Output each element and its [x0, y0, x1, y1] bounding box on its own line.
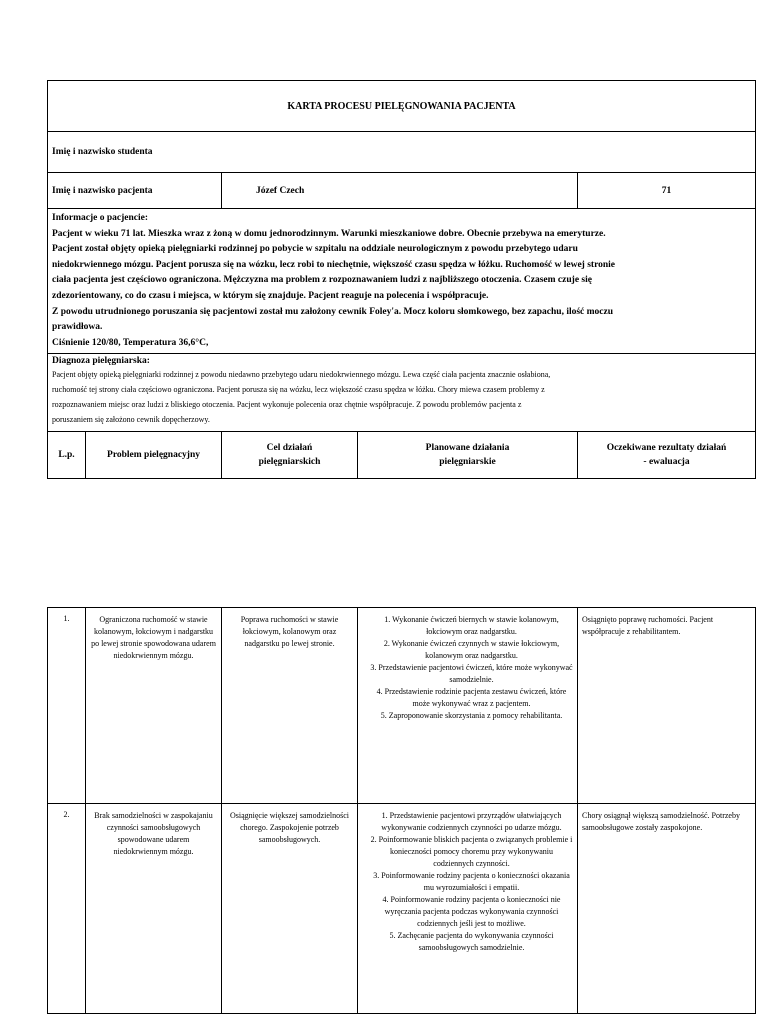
diagnosis-line: ruchomość tej strony ciała częściowo ograniczona. Pacjent porusza się na wózku, lecz większość czasu spędza w łóżku. Chory miewa czasem problemy z [52, 385, 545, 395]
diagnosis-line: poruszaniem się założono cewnik dopęcherzowy. [52, 415, 210, 425]
nursing-card-header-table [47, 80, 756, 479]
row-number: 1. [48, 608, 86, 804]
row-problem: Ograniczona ruchomość w stawie kolanowym, łokciowym i nadgarstku po lewej stronie spowodowana udarem niedokrwiennym mózgu. [86, 608, 222, 804]
patient-name-value: Józef Czech [222, 173, 578, 209]
col-header-result [578, 432, 756, 479]
col-header-result-line1: Oczekiwane rezultaty działań [606, 443, 727, 454]
info-line: Z powodu utrudnionego poruszania się pacjentowi został mu założony cewnik Foley'a. Mocz koloru słomkowego, bez zapachu, ilość moczu [52, 306, 614, 317]
plan-item: 1. Wykonanie ćwiczeń biernych w stawie kolanowym, łokciowym oraz nadgarstku. [384, 615, 559, 636]
diagnosis-line: Pacjent objęty opieką pielęgniarki rodzinnej z powodu niedawno przebytego udaru niedokrwiennego mózgu. Lewa część ciała pacjenta znacznie osłabiona, [52, 370, 551, 380]
row-goal: Osiągnięcie większej samodzielności chorego. Zaspokojenie potrzeb samoobsługowych. [222, 804, 358, 1014]
plan-item: 4. Przedstawienie rodzinie pacjenta zestawu ćwiczeń, które może wykonywać wraz z pacjentem. [376, 687, 567, 708]
col-header-plan [358, 432, 578, 479]
col-header-result-line2: - ewaluacja [643, 457, 690, 468]
info-line: ciała pacjenta jest częściowo ograniczona. Mężczyzna ma problem z rozpoznawaniem ludzi z najbliższego otoczenia. Czasem czuje się [52, 275, 592, 286]
diagnosis-heading: Diagnoza pielęgniarska: [52, 356, 150, 367]
patient-info-heading: Informacje o pacjencie: [52, 213, 149, 223]
plan-item: 2. Poinformowanie bliskich pacjenta o związanych problemie i konieczności pomocy choremu przy wykonywaniu codziennych czynności. [370, 835, 573, 868]
row-plans [358, 608, 578, 804]
col-header-plan-line1: Planowane działania [425, 443, 510, 454]
plan-item: 3. Przedstawienie pacjentowi ćwiczeń, które może wykonywać samodzielnie. [370, 663, 573, 684]
col-header-goal-line2: pielęgniarskich [258, 457, 321, 468]
row-result: Chory osiągnął większą samodzielność. Potrzeby samoobsługowe zostały zaspokojone. [578, 804, 756, 1014]
info-line: Ciśnienie 120/80, Temperatura 36,6°C, [52, 337, 209, 348]
col-header-goal-line1: Cel działań [266, 443, 313, 454]
info-line: niedokrwiennego mózgu. Pacjent porusza się na wózku, lecz robi to niechętnie, większość czasu spędza w łóżku. Ruchomość w lewej stronie [52, 259, 616, 270]
row-goal: Poprawa ruchomości w stawie łokciowym, kolanowym oraz nadgarstku po lewej stronie. [222, 608, 358, 804]
col-header-problem: Problem pielęgnacyjny [86, 432, 222, 479]
info-line: zdezorientowany, co do czasu i miejsca, w którym się znajduje. Pacjent reaguje na polecenia i współpracuje. [52, 290, 489, 301]
patient-name-label: Imię i nazwisko pacjenta [48, 173, 222, 209]
row-result: Osiągnięto poprawę ruchomości. Pacjent współpracuje z rehabilitantem. [578, 608, 756, 804]
col-header-lp: L.p. [48, 432, 86, 479]
row-problem: Brak samodzielności w zaspokajaniu czynności samoobsługowych spowodowane udarem niedokrwiennym mózgu. [86, 804, 222, 1014]
diagnosis-line: rozpoznawaniem miejsc oraz ludzi z bliskiego otoczenia. Pacjent wykonuje polecenia oraz chętnie współpracuje. Z powodu problemów pacjenta z [52, 400, 522, 410]
diagnosis-section [48, 354, 756, 432]
plan-item: 5. Zaproponowanie skorzystania z pomocy rehabilitanta. [380, 711, 563, 720]
plan-item: 3. Poinformowanie rodziny pacjenta o konieczności okazania mu wyrozumiałości i empatii. [373, 871, 570, 892]
col-header-goal [222, 432, 358, 479]
plan-item: 1. Przedstawienie pacjentowi przyrządów ułatwiających wykonywanie codziennych czynności po udarze mózgu. [381, 811, 562, 832]
plan-item: 2. Wykonanie ćwiczeń czynnych w stawie łokciowym, kolanowym oraz nadgarstku. [383, 639, 560, 660]
row-number: 2. [48, 804, 86, 1014]
plan-item: 4. Poinformowanie rodziny pacjenta o konieczności nie wyręczania pacjenta podczas wykonywania czynności codziennych jeśli jest to możliwe. [382, 895, 561, 928]
row-plans [358, 804, 578, 1014]
info-line: prawidłowa. [52, 322, 103, 333]
info-line: Pacjent w wieku 71 lat. Mieszka wraz z żoną w domu jednorodzinnym. Warunki mieszkaniowe dobre. Obecnie przebywa na emeryturze. [52, 228, 606, 239]
student-name-label: Imię i nazwisko studenta [48, 132, 756, 173]
col-header-plan-line2: pielęgniarskie [439, 457, 496, 468]
plan-item: 5. Zachęcanie pacjenta do wykonywania czynności samoobsługowych samodzielnie. [389, 931, 554, 952]
patient-info-section [48, 209, 756, 354]
table-row [48, 608, 756, 804]
info-line: Pacjent został objęty opieką pielęgniarki rodzinnej po pobycie w szpitalu na oddziale neurologicznym z powodu przebytego udaru [52, 244, 578, 255]
table-row [48, 804, 756, 1014]
care-plan-table [47, 607, 756, 1014]
card-title: KARTA PROCESU PIELĘGNOWANIA PACJENTA [48, 81, 756, 132]
patient-age-value: 71 [578, 173, 756, 209]
